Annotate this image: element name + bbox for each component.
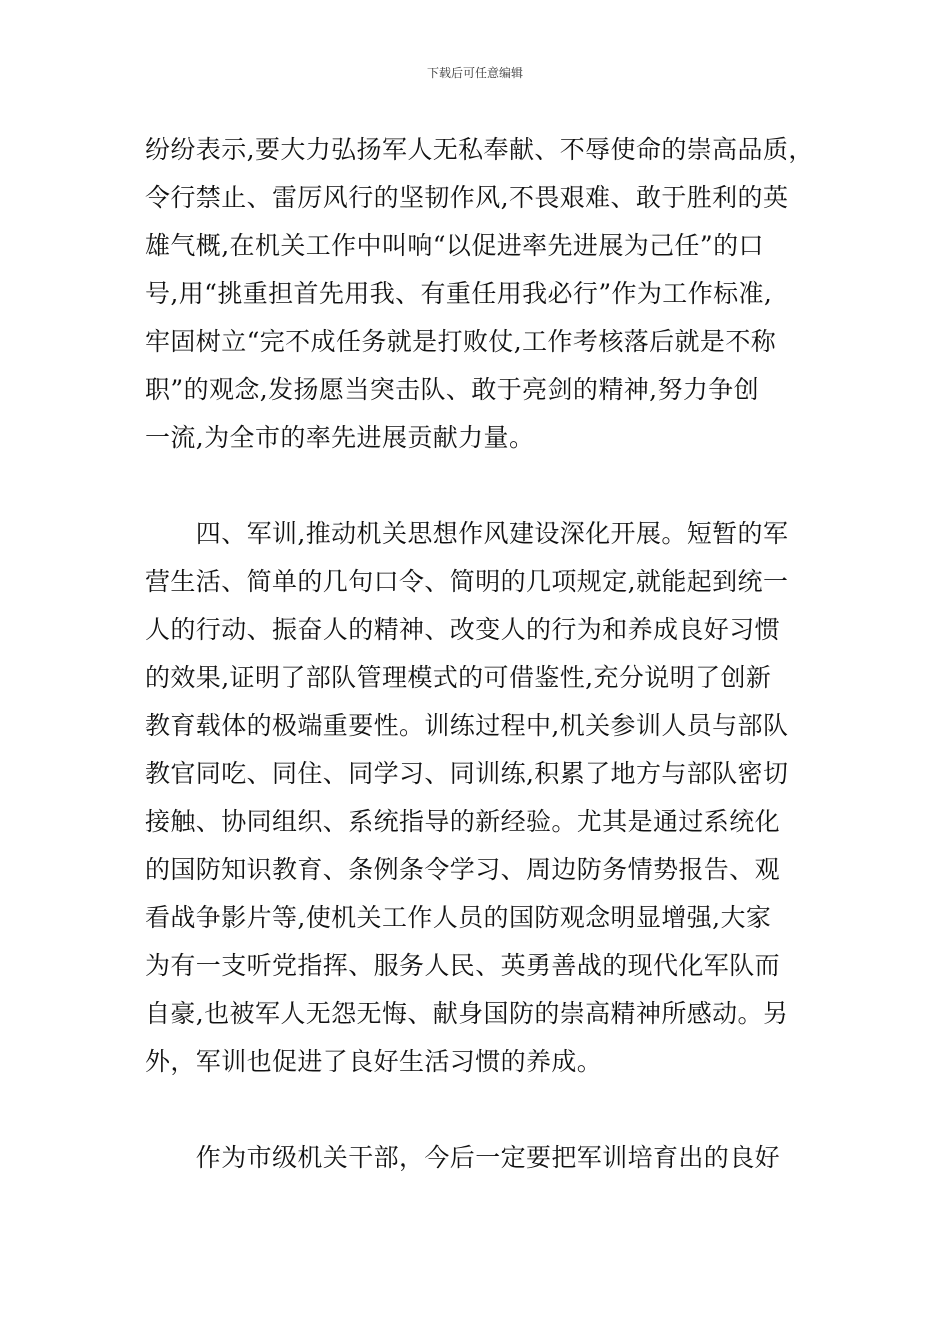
text-line: 为有一支听党指挥、服务人民、英勇善战的现代化军队而 — [145, 951, 781, 980]
text-line: 纷纷表示,要大力弘扬军人无私奉献、不辱使命的崇高品质， — [145, 135, 814, 164]
paragraph-1 — [145, 126, 813, 462]
text-line: 四、军训,推动机关思想作风建设深化开展。短暂的军 — [145, 519, 789, 548]
paragraph-2 — [145, 510, 813, 1086]
text-line: 营生活、简单的几句口令、简明的几项规定,就能起到统一 — [145, 567, 789, 596]
text-line: 人的行动、振奋人的精神、改变人的行为和养成良好习惯 — [145, 615, 781, 644]
text-line: 自豪,也被军人无怨无悔、献身国防的崇高精神所感动。另 — [145, 999, 789, 1028]
text-line: 号,用“挑重担首先用我、有重任用我必行”作为工作标准, — [145, 279, 773, 308]
document-body — [145, 126, 813, 1182]
paragraph-spacer — [145, 462, 813, 510]
text-line: 教官同吃、同住、同学习、同训练,积累了地方与部队密切 — [145, 759, 789, 788]
page-header: 下载后可任意编辑 — [426, 66, 523, 80]
text-line: 教育载体的极端重要性。训练过程中,机关参训人员与部队 — [145, 711, 789, 740]
text-line: 职”的观念,发扬愿当突击队、敢于亮剑的精神,努力争创 — [145, 375, 760, 404]
text-line: 作为市级机关干部，今后一定要把军训培育出的良好 — [145, 1143, 781, 1172]
paragraph-spacer — [145, 1086, 813, 1134]
text-line: 令行禁止、雷厉风行的坚韧作风,不畏艰难、敢于胜利的英 — [145, 183, 789, 212]
paragraph-3 — [145, 1134, 813, 1182]
text-line: 雄气概,在机关工作中叫响“以促进率先进展为己任”的口 — [145, 231, 764, 260]
text-line: 一流,为全市的率先进展贡献力量。 — [145, 423, 535, 452]
text-line: 的国防知识教育、条例条令学习、周边防务情势报告、观 — [145, 855, 781, 884]
text-line: 外，军训也促进了良好生活习惯的养成。 — [145, 1047, 603, 1076]
text-line: 的效果,证明了部队管理模式的可借鉴性,充分说明了创新 — [145, 663, 772, 692]
text-line: 接触、协同组织、系统指导的新经验。尤其是通过系统化 — [145, 807, 781, 836]
text-line: 牢固树立“完不成任务就是打败仗,工作考核落后就是不称 — [145, 327, 777, 356]
text-line: 看战争影片等,使机关工作人员的国防观念明显增强,大家 — [145, 903, 772, 932]
